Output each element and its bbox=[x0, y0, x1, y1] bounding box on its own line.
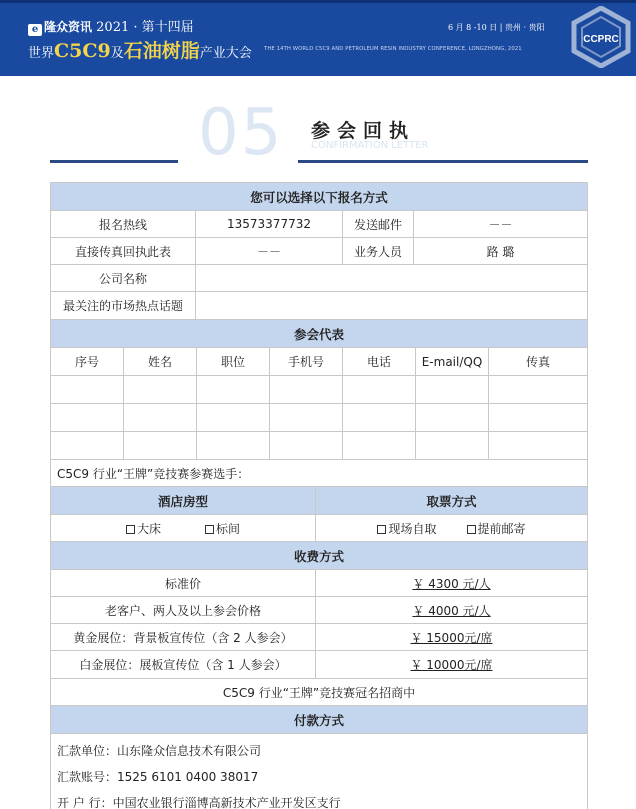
email-label: 发送邮件 bbox=[343, 211, 414, 237]
registration-heading-row bbox=[50, 182, 588, 211]
delegate-cell[interactable] bbox=[489, 404, 587, 431]
contest-row bbox=[50, 460, 588, 487]
delegate-cell[interactable] bbox=[416, 432, 489, 459]
hotline-label: 报名热线 bbox=[51, 211, 196, 237]
delegate-cell[interactable] bbox=[343, 376, 416, 403]
hotel-heading: 酒店房型 bbox=[51, 487, 316, 514]
col-fax: 传真 bbox=[525, 355, 550, 369]
hotel-ticket-heading-row bbox=[50, 487, 588, 515]
delegates-heading-row bbox=[50, 320, 588, 348]
payment-heading: 付款方式 bbox=[51, 706, 587, 733]
fee-price: ￥ 10000元/席 bbox=[410, 658, 493, 672]
company-field[interactable] bbox=[196, 265, 587, 291]
hotel-option-king[interactable] bbox=[126, 520, 161, 537]
staff-label: 业务人员 bbox=[343, 238, 414, 264]
section-subtitle: CONFIRMATION LETTER bbox=[311, 140, 429, 151]
delegate-cell[interactable] bbox=[197, 404, 270, 431]
delegate-cell[interactable] bbox=[197, 432, 270, 459]
delegates-header-row bbox=[50, 348, 588, 376]
delegate-cell[interactable] bbox=[489, 376, 587, 403]
checkbox-icon[interactable] bbox=[467, 525, 476, 534]
banner-top-stripe bbox=[0, 0, 636, 3]
delegate-cell[interactable] bbox=[51, 404, 124, 431]
hotel-ticket-options-row bbox=[50, 515, 588, 542]
table-row bbox=[50, 404, 588, 432]
sponsor-note: C5C9 行业“王牌”竞技赛冠名招商中 bbox=[222, 685, 416, 700]
hotline-row bbox=[50, 211, 588, 238]
delegate-cell[interactable] bbox=[416, 404, 489, 431]
section-title: 参会回执 bbox=[311, 120, 416, 142]
staff-value: 路 璐 bbox=[486, 244, 515, 259]
conference-banner bbox=[0, 0, 636, 76]
col-position: 职位 bbox=[197, 348, 270, 375]
sponsor-row bbox=[50, 679, 588, 706]
hotel-options bbox=[51, 515, 316, 541]
delegate-cell[interactable] bbox=[270, 404, 343, 431]
checkbox-icon[interactable] bbox=[126, 525, 135, 534]
hotel-option-king-label: 大床 bbox=[136, 521, 161, 536]
payment-heading-row bbox=[50, 706, 588, 734]
delegate-cell[interactable] bbox=[51, 376, 124, 403]
english-title: THE 14TH WORLD C5C9 AND PETROLEUM RESIN INDUSTRY CONFERENCE, LONGZHONG, 2021 bbox=[264, 46, 522, 52]
brand-name: 隆众资讯 bbox=[44, 20, 93, 34]
ticket-option-mail-label: 提前邮寄 bbox=[477, 521, 526, 536]
title-highlight: C5C9 bbox=[54, 40, 111, 62]
contest-label[interactable]: C5C9 行业“王牌”竞技赛参赛选手： bbox=[57, 466, 250, 481]
fee-row bbox=[50, 651, 588, 679]
ticket-option-mail[interactable] bbox=[467, 520, 526, 537]
delegate-cell[interactable] bbox=[197, 376, 270, 403]
topic-field[interactable] bbox=[196, 292, 587, 319]
hotline-value[interactable]: 13573377732 bbox=[196, 211, 343, 237]
col-index: 序号 bbox=[51, 348, 124, 375]
fax-label: 直接传真回执此表 bbox=[51, 238, 196, 264]
delegate-cell[interactable] bbox=[51, 432, 124, 459]
hotel-option-twin[interactable] bbox=[205, 520, 240, 537]
topic-label: 最关注的市场热点话题 bbox=[51, 292, 196, 319]
ticket-option-onsite[interactable] bbox=[377, 520, 436, 537]
table-row bbox=[50, 432, 588, 460]
delegate-cell[interactable] bbox=[270, 376, 343, 403]
delegate-cell[interactable] bbox=[124, 432, 197, 459]
ccprc-badge-icon bbox=[570, 6, 632, 68]
ticket-option-onsite-label: 现场自取 bbox=[388, 521, 437, 536]
delegates-heading: 参会代表 bbox=[51, 320, 587, 347]
divider-right bbox=[298, 160, 588, 163]
delegate-cell[interactable] bbox=[343, 432, 416, 459]
payment-details bbox=[50, 734, 588, 809]
fee-price: ￥ 4000 元/人 bbox=[412, 603, 491, 618]
delegate-cell[interactable] bbox=[124, 404, 197, 431]
ticket-options bbox=[316, 515, 587, 541]
section-number: 05 bbox=[198, 96, 284, 170]
fee-label: 老客户、两人及以上参会价格 bbox=[51, 597, 316, 623]
hotel-option-twin-label: 标间 bbox=[216, 521, 241, 536]
company-row bbox=[50, 265, 588, 292]
fee-label: 标准价 bbox=[51, 570, 316, 596]
title-prefix: 世界 bbox=[28, 46, 55, 61]
delegate-cell[interactable] bbox=[270, 432, 343, 459]
title-highlight-2: 石油树脂 bbox=[123, 40, 200, 62]
fax-row bbox=[50, 238, 588, 265]
col-phone: 电话 bbox=[343, 348, 416, 375]
fees-heading-row bbox=[50, 542, 588, 570]
email-value[interactable]: －－ bbox=[488, 217, 513, 232]
fax-value[interactable]: －－ bbox=[196, 238, 343, 264]
registration-form bbox=[50, 182, 588, 809]
col-mobile: 手机号 bbox=[270, 348, 343, 375]
col-email: E-mail/QQ bbox=[416, 348, 489, 375]
title-mid: 及 bbox=[110, 46, 124, 61]
bank-line: 开 户 行：中国农业银行淄博高新技术产业开发区支行 bbox=[57, 796, 341, 809]
ticket-heading: 取票方式 bbox=[316, 487, 587, 514]
delegate-cell[interactable] bbox=[416, 376, 489, 403]
banner-title bbox=[28, 36, 252, 63]
fee-label: 白金展位：展板宣传位（含 1 人参会） bbox=[51, 651, 316, 678]
registration-heading: 您可以选择以下报名方式 bbox=[51, 183, 587, 210]
col-name: 姓名 bbox=[124, 348, 197, 375]
checkbox-icon[interactable] bbox=[377, 525, 386, 534]
title-suffix: 产业大会 bbox=[199, 46, 252, 61]
company-label: 公司名称 bbox=[51, 265, 196, 291]
fee-label: 黄金展位：背景板宣传位（含 2 人参会） bbox=[51, 624, 316, 650]
delegate-cell[interactable] bbox=[124, 376, 197, 403]
fee-price: ￥ 15000元/席 bbox=[410, 630, 493, 645]
account-line: 汇款账号：1525 6101 0400 38017 bbox=[57, 770, 259, 784]
payee-line: 汇款单位：山东隆众信息技术有限公司 bbox=[57, 744, 262, 758]
fee-row bbox=[50, 624, 588, 651]
delegate-cell[interactable] bbox=[489, 432, 587, 459]
delegate-cell[interactable] bbox=[343, 404, 416, 431]
date-location: 6 月 8 -10 日 | 贵州 · 贵阳 bbox=[448, 23, 545, 32]
checkbox-icon[interactable] bbox=[205, 525, 214, 534]
fee-price: ￥ 4300 元/人 bbox=[412, 576, 491, 591]
fee-row bbox=[50, 597, 588, 624]
table-row bbox=[50, 376, 588, 404]
divider-left bbox=[50, 160, 178, 163]
fees-heading: 收费方式 bbox=[51, 542, 587, 569]
edition-text: 2021 · 第十四届 bbox=[96, 20, 194, 35]
longzhong-logo-icon: e bbox=[28, 24, 42, 36]
topic-row bbox=[50, 292, 588, 320]
badge-text: CCPRC bbox=[583, 34, 619, 45]
banner-edition-line bbox=[28, 16, 194, 36]
fee-row bbox=[50, 570, 588, 597]
